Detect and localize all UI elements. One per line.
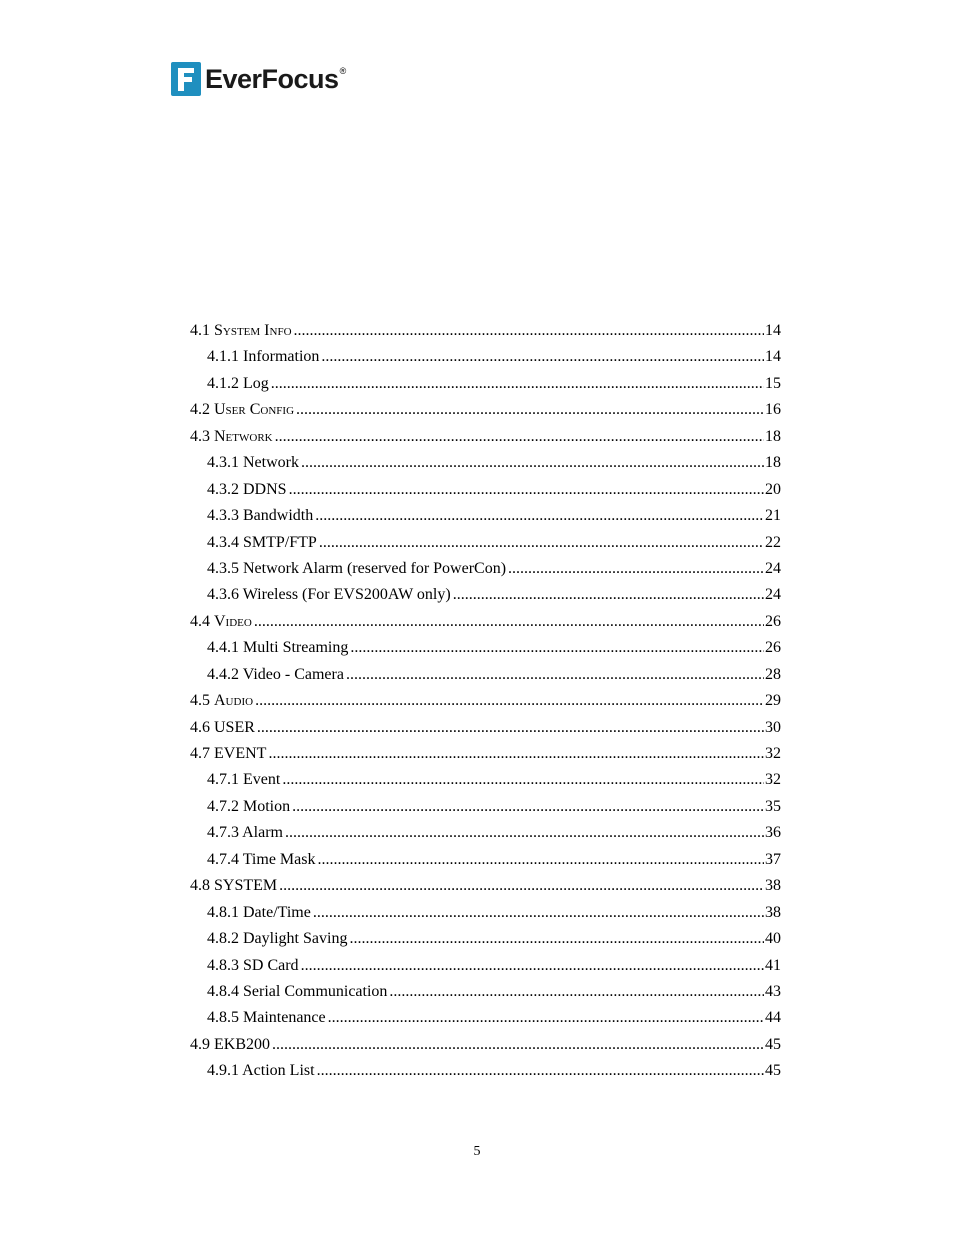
toc-entry-number: 4.7.3 [207,824,239,842]
toc-entry-page: 22 [765,533,781,551]
registered-mark: ® [339,66,347,76]
toc-entry-title [207,556,506,582]
toc-entry-page: 43 [765,982,781,1000]
toc-entry-page: 36 [765,824,781,842]
everfocus-logo [171,61,346,97]
toc-entry-title [207,1005,326,1031]
toc-entry-number: 4.7 [190,745,210,762]
toc-entry-number: 4.7.1 [207,771,239,789]
toc-dot-leader [328,1005,764,1031]
toc-entry-number: 4.3.4 [207,533,239,551]
toc-entry-title [207,926,347,952]
toc-entry-title [207,371,269,397]
toc-entry-title [190,715,255,741]
toc-entry-page: 18 [765,454,781,472]
toc-entry-number: 4.9 [190,1035,210,1053]
toc-dot-leader [508,556,764,582]
toc-entry[interactable] [190,424,781,450]
toc-entry-text: Bandwidth [243,507,314,525]
toc-entry[interactable] [190,582,781,608]
toc-entry-page: 24 [765,586,781,604]
toc-entry[interactable] [190,715,781,741]
toc-dot-leader [301,450,764,476]
toc-entry-page: 45 [765,1062,781,1080]
toc-entry[interactable] [190,344,781,370]
toc-entry-text: Network [243,454,299,472]
toc-entry[interactable] [190,953,781,979]
toc-entry-number: 4.8 [190,877,210,895]
toc-entry-text: EVENT [214,745,267,762]
toc-entry-text: User Config [214,401,295,419]
toc-dot-leader [254,609,764,635]
toc-entry-number: 4.8.1 [207,903,239,921]
toc-entry-number: 4.5 [190,692,210,710]
toc-entry[interactable] [190,741,781,767]
toc-entry-page: 38 [765,903,781,921]
toc-entry-text: Information [243,348,320,366]
toc-entry-text: SYSTEM [214,877,278,895]
toc-entry-text: SD Card [243,956,299,974]
toc-entry[interactable] [190,900,781,926]
toc-entry[interactable] [190,556,781,582]
toc-entry-page: 35 [765,797,781,815]
toc-entry[interactable] [190,662,781,688]
toc-dot-leader [275,424,764,450]
toc-entry[interactable] [190,530,781,556]
toc-entry-page: 32 [765,745,781,762]
toc-entry-text: Network Alarm (reserved for PowerCon) [243,559,507,577]
toc-dot-leader [257,715,764,741]
toc-dot-leader [255,688,764,714]
toc-entry-text: Maintenance [243,1009,326,1027]
toc-entry-text: Serial Communication [243,982,388,1000]
toc-entry-title [207,344,319,370]
toc-entry-title [190,424,273,450]
toc-entry-number: 4.4.2 [207,665,239,683]
toc-entry-number: 4.3 [190,427,210,445]
toc-entry-title [207,900,311,926]
toc-dot-leader [349,926,764,952]
toc-entry-text: Time Mask [242,850,316,868]
toc-entry-text: SMTP/FTP [243,533,317,551]
toc-entry-number: 4.4 [190,612,210,630]
toc-entry-title [190,609,252,635]
toc-entry-page: 20 [765,480,781,498]
toc-entry-page: 45 [765,1035,781,1053]
toc-entry-number: 4.3.6 [207,586,239,604]
toc-entry-title [207,794,290,820]
toc-entry[interactable] [190,979,781,1005]
toc-entry-title [207,635,348,661]
toc-entry-title [207,582,451,608]
toc-entry-text: Network [214,427,273,445]
toc-entry-page: 32 [765,771,781,789]
toc-entry-number: 4.3.1 [207,454,239,472]
toc-entry-title [190,688,253,714]
toc-entry-title [207,662,344,688]
toc-entry-title [207,847,315,873]
toc-entry-number: 4.8.2 [207,930,239,948]
toc-entry-text: Log [243,374,269,392]
toc-entry-number: 4.8.5 [207,1009,239,1027]
toc-entry-page: 44 [765,1009,781,1027]
toc-entry-text: EKB200 [214,1035,270,1053]
toc-entry[interactable] [190,397,781,423]
toc-entry-page: 26 [765,612,781,630]
toc-entry[interactable] [190,318,781,344]
toc-entry-text: Daylight Saving [243,930,348,948]
toc-entry-title [207,450,299,476]
everfocus-logo-mark-icon [171,62,201,96]
toc-entry-number: 4.8.4 [207,982,239,1000]
toc-dot-leader [350,635,764,661]
toc-entry-number: 4.1 [190,322,210,339]
toc-dot-leader [317,1058,764,1084]
toc-dot-leader [271,371,764,397]
toc-entry-page: 24 [765,559,781,577]
toc-dot-leader [282,767,764,793]
toc-entry-number: 4.7.2 [207,797,239,815]
toc-entry[interactable] [190,1032,781,1058]
toc-entry-number: 4.3.5 [207,559,239,577]
toc-dot-leader [285,820,764,846]
toc-entry[interactable] [190,820,781,846]
toc-entry-page: 40 [765,930,781,948]
toc-entry-title [207,820,283,846]
toc-entry-text: Action List [242,1062,315,1080]
toc-entry[interactable] [190,450,781,476]
toc-entry-title [207,477,287,503]
toc-entry-page: 30 [765,718,781,736]
toc-dot-leader [453,582,764,608]
toc-entry-page: 38 [765,877,781,895]
toc-entry-text: Date/Time [243,903,311,921]
toc-entry-page: 37 [765,850,781,868]
toc-entry[interactable] [190,847,781,873]
toc-entry-page: 16 [765,401,781,419]
toc-dot-leader [296,397,764,423]
toc-dot-leader [321,344,764,370]
toc-entry[interactable] [190,635,781,661]
toc-entry-number: 4.3.3 [207,507,239,525]
toc-entry[interactable] [190,1058,781,1084]
toc-entry-title [207,530,317,556]
toc-entry-title [190,873,277,899]
toc-entry[interactable] [190,477,781,503]
logo-text: EverFocus [205,64,339,94]
toc-entry-page: 26 [765,639,781,657]
toc-entry-title [207,953,299,979]
toc-entry-text: Wireless (For EVS200AW only) [242,586,451,604]
toc-entry-title [207,1058,315,1084]
toc-entry-text: Video [214,612,252,630]
toc-dot-leader [315,503,764,529]
toc-entry-text: Event [243,771,281,789]
toc-dot-leader [317,847,764,873]
toc-entry-number: 4.4.1 [207,639,239,657]
toc-entry-number: 4.1.1 [207,348,239,366]
toc-entry[interactable] [190,873,781,899]
toc-entry-page: 28 [765,665,781,683]
toc-dot-leader [389,979,764,1005]
toc-dot-leader [292,794,764,820]
page-number: 5 [473,1144,481,1159]
toc-entry[interactable] [190,767,781,793]
toc-entry-text: System Info [214,322,292,339]
toc-entry[interactable] [190,609,781,635]
toc-entry-title [190,741,266,767]
toc-entry[interactable] [190,503,781,529]
toc-dot-leader [272,1032,764,1058]
toc-dot-leader [289,477,764,503]
toc-entry-page: 21 [765,507,781,525]
toc-entry-text: USER [214,718,255,736]
toc-entry-page: 15 [765,374,781,392]
toc-entry[interactable] [190,926,781,952]
toc-entry[interactable] [190,371,781,397]
toc-entry-number: 4.2 [190,401,210,419]
toc-entry-number: 4.1.2 [207,374,239,392]
toc-entry-number: 4.6 [190,718,210,736]
toc-entry-title [190,1032,270,1058]
toc-entry[interactable] [190,688,781,714]
toc-entry[interactable] [190,1005,781,1031]
toc-dot-leader [313,900,764,926]
toc-dot-leader [319,530,764,556]
toc-entry-page: 18 [765,427,781,445]
toc-entry-page: 29 [765,692,781,710]
toc-dot-leader [279,873,764,899]
toc-dot-leader [346,662,764,688]
toc-entry-page: 14 [765,322,781,339]
toc-entry-number: 4.7.4 [207,850,239,868]
toc-entry-title [190,318,292,344]
toc-entry-title [207,767,280,793]
toc-entry-text: DDNS [243,480,287,498]
toc-entry-page: 14 [765,348,781,366]
toc-entry-text: Video - Camera [242,665,344,683]
toc-entry-text: Audio [214,692,254,710]
toc-entry-title [190,397,294,423]
toc-entry-number: 4.9.1 [207,1062,239,1080]
toc-entry-number: 4.8.3 [207,956,239,974]
toc-dot-leader [301,953,764,979]
toc-entry-text: Alarm [242,824,283,842]
toc-entry-text: Motion [243,797,291,815]
toc-entry-number: 4.3.2 [207,480,239,498]
table-of-contents [190,318,781,1085]
toc-entry[interactable] [190,794,781,820]
toc-entry-text: Multi Streaming [243,639,349,657]
toc-entry-title [207,503,313,529]
toc-dot-leader [268,741,764,767]
toc-dot-leader [294,318,764,344]
toc-entry-page: 41 [765,956,781,974]
toc-entry-title [207,979,387,1005]
